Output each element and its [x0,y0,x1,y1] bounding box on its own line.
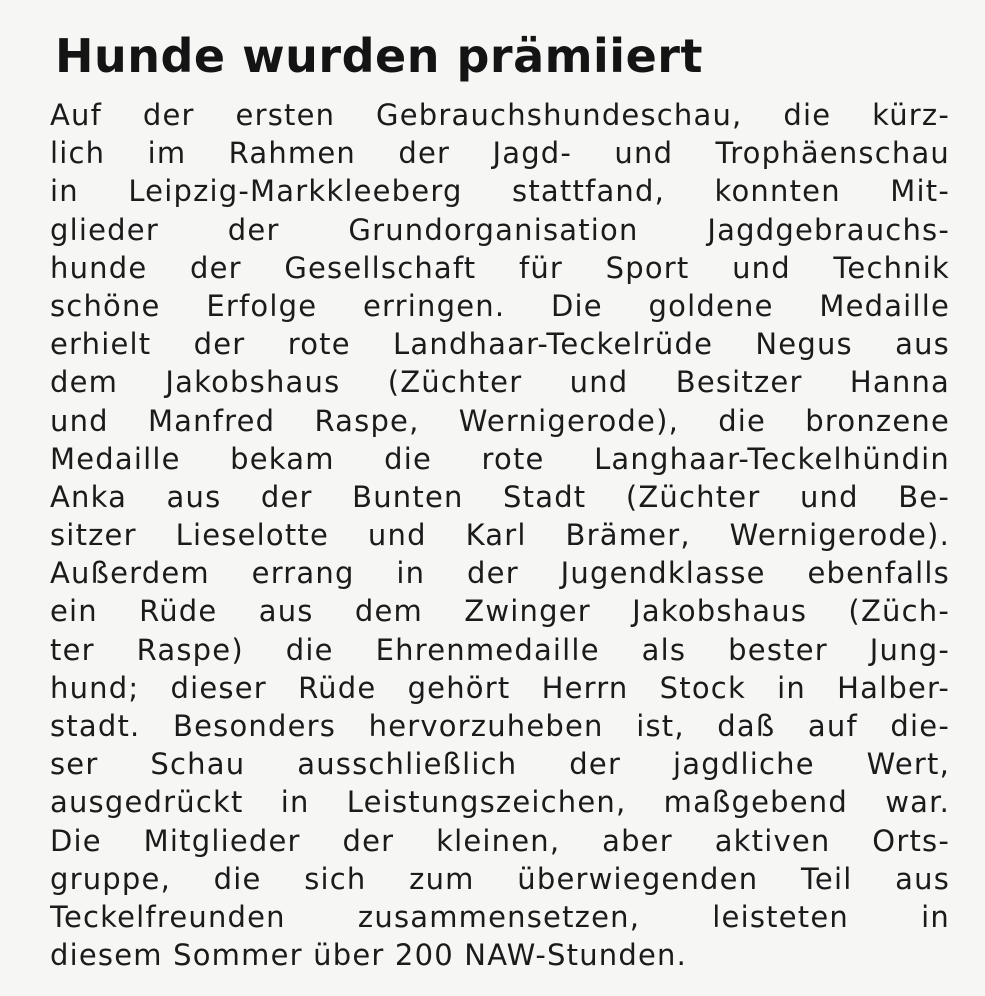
article-line: hunde der Gesellschaft für Sport und Technik [50,250,950,285]
article-line: glieder der Grundorganisation Jagdgebrauchs- [50,212,950,247]
article-line: schöne Erfolge erringen. Die goldene Medaille [50,288,950,323]
article-line: lich im Rahmen der Jagd- und Trophäenschau [50,136,950,171]
article-headline: Hunde wurden prämiiert [55,29,703,83]
article-line: ter Raspe) die Ehrenmedaille als bester Jung- [50,632,950,667]
article-line-last: diesem Sommer über 200 NAW-Stunden. [50,938,687,973]
article-line: gruppe, die sich zum überwiegenden Teil aus [50,861,950,896]
article-line: in Leipzig-Markkleeberg stattfand, konnten Mit- [50,174,950,209]
article-line: Auf der ersten Gebrauchshundeschau, die kürz- [50,98,950,132]
article-line: hund; dieser Rüde gehört Herrn Stock in Halber- [50,670,950,705]
article-line: Die Mitglieder der kleinen, aber aktiven Orts- [50,823,950,858]
article-line: Medaille bekam die rote Langhaar-Teckelhündin [50,441,950,476]
article-line: erhielt der rote Landhaar-Teckelrüde Negus aus [50,327,950,362]
article-line: ein Rüde aus dem Zwinger Jakobshaus (Züch- [50,594,950,629]
article-line: ausgedrückt in Leistungszeichen, maßgebend war. [50,785,950,820]
article-line: Anka aus der Bunten Stadt (Züchter und Be- [50,479,950,514]
article-line: sitzer Lieselotte und Karl Brämer, Wernigerode). [50,518,950,553]
article-line: Außerdem errang in der Jugendklasse ebenfalls [50,556,950,591]
article-line: und Manfred Raspe, Wernigerode), die bronzene [50,403,950,438]
article-line: stadt. Besonders hervorzuheben ist, daß auf die- [50,709,950,743]
article-body [50,96,950,974]
article-line: ser Schau ausschließlich der jagdliche Wert, [50,747,950,782]
article-line: Teckelfreunden zusammensetzen, leisteten in [50,899,950,934]
article-line: dem Jakobshaus (Züchter und Besitzer Hanna [50,365,950,400]
